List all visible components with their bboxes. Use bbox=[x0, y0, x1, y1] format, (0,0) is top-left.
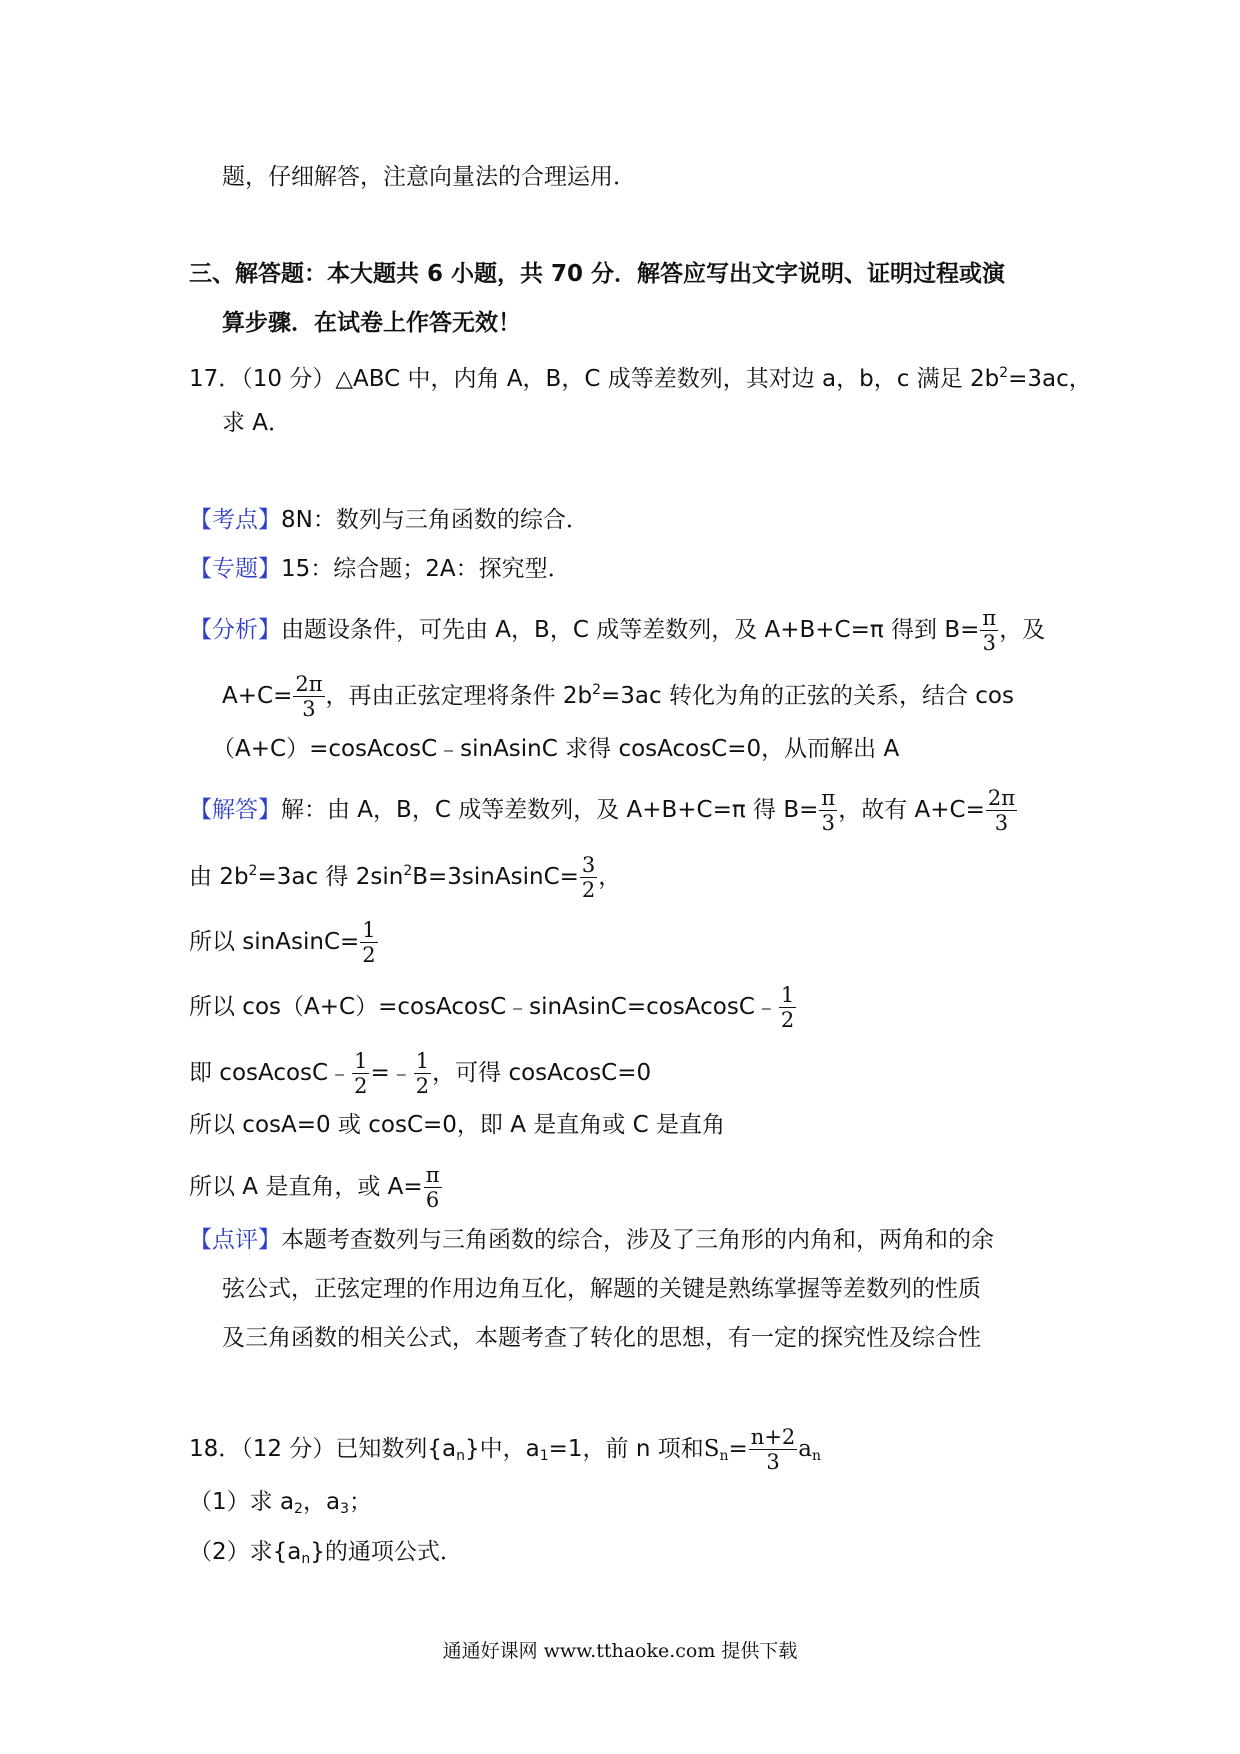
superscript: 2 bbox=[248, 863, 258, 879]
zhuanti bbox=[189, 554, 571, 584]
footer-watermark: 通通好课网 www.tthaoke.com 提供下载 bbox=[442, 1640, 798, 1662]
numerator: 1 bbox=[780, 983, 795, 1007]
dianping-line3: 及三角函数的相关公式，本题考查了转化的思想，有一定的探究性及综合性 bbox=[222, 1325, 981, 1351]
fenxi-tag: 【分析】 bbox=[189, 617, 281, 643]
jieda-line5 bbox=[189, 1049, 651, 1098]
jieda-line6: 所以 cosA=0 或 cosC=0，即 A 是直角或 C 是直角 bbox=[189, 1112, 725, 1138]
numerator: 1 bbox=[415, 1049, 430, 1073]
section-heading-line2: 算步骤．在试卷上作答无效！ bbox=[222, 310, 521, 336]
dianping-text: 本题考查数列与三角函数的综合，涉及了三角形的内角和，两角和的余 bbox=[281, 1227, 994, 1253]
q17-line1 bbox=[189, 358, 1092, 394]
fenxi-text: ，再由正弦定理将条件 2b bbox=[325, 683, 593, 709]
denominator: 3 bbox=[821, 811, 836, 835]
zhuanti-tag: 【专题】 bbox=[189, 556, 281, 582]
dianping-line1 bbox=[189, 1225, 994, 1255]
fenxi-text: 由题设条件，可先由 A，B，C 成等差数列，及 A+B+C=π 得到 B= bbox=[281, 617, 980, 643]
section-heading-line1: 三、解答题：本大题共 6 小题，共 70 分．解答应写出文字说明、证明过程或演 bbox=[189, 261, 1006, 287]
q18-text: （2）求{a bbox=[189, 1539, 302, 1565]
jieda-text: 所以 A 是直角，或 A= bbox=[189, 1174, 423, 1200]
jieda-text: =3ac 得 2sin bbox=[257, 864, 404, 890]
fenxi-text: =3ac 转化为角的正弦的关系，结合 cos bbox=[600, 683, 1014, 709]
denominator: 3 bbox=[302, 697, 316, 721]
intro-tail: 题，仔细解答，注意向量法的合理运用． bbox=[222, 164, 636, 190]
superscript: 2 bbox=[999, 365, 1009, 381]
fenxi-line3: （A+C）=cosAcosC﹣sinAsinC 求得 cosAcosC=0，从而解出 A bbox=[212, 736, 900, 762]
fenxi-text: ，及 bbox=[999, 617, 1046, 643]
q18-text: =1，前 n 项和 bbox=[548, 1436, 704, 1462]
subscript: n bbox=[456, 1448, 465, 1464]
q18-part2 bbox=[189, 1537, 463, 1574]
jieda-text: =﹣ bbox=[370, 1060, 413, 1086]
numerator: 2π bbox=[987, 786, 1016, 810]
zhuanti-text: 15：综合题；2A：探究型． bbox=[281, 556, 571, 582]
jieda-line7 bbox=[189, 1163, 443, 1212]
fenxi-line2 bbox=[222, 672, 1014, 721]
formula-eq: = bbox=[728, 1436, 748, 1462]
subscript: n bbox=[812, 1448, 822, 1464]
q17-text: 17．（10 分）△ABC 中，内角 A，B，C 成等差数列，其对边 a，b，c 满足 2b bbox=[189, 366, 1000, 392]
jieda-text: ，故有 A+C= bbox=[838, 797, 985, 823]
jieda-line1 bbox=[189, 786, 1018, 835]
kaodian bbox=[189, 505, 589, 535]
jieda-text: ，可得 cosAcosC=0 bbox=[432, 1060, 652, 1086]
subscript: n bbox=[719, 1448, 729, 1464]
jieda-text: 解：由 A，B，C 成等差数列，及 A+B+C=π 得 B= bbox=[281, 797, 819, 823]
q18-line1 bbox=[189, 1425, 821, 1474]
formula-S: S bbox=[703, 1436, 720, 1462]
q18-text: ； bbox=[349, 1489, 372, 1515]
fraction bbox=[819, 786, 837, 835]
q18-text: }的通项公式． bbox=[310, 1539, 463, 1565]
jieda-line2 bbox=[189, 853, 621, 902]
superscript: 2 bbox=[592, 682, 601, 698]
fraction bbox=[779, 983, 796, 1032]
numerator: 3 bbox=[581, 853, 596, 877]
numerator: 1 bbox=[362, 918, 376, 942]
numerator: 1 bbox=[354, 1049, 368, 1073]
denominator: 2 bbox=[354, 1074, 368, 1098]
superscript: 2 bbox=[403, 863, 413, 879]
fenxi-line1 bbox=[189, 606, 1045, 655]
fraction bbox=[580, 853, 597, 902]
q18-part1 bbox=[189, 1487, 372, 1524]
denominator: 3 bbox=[766, 1450, 780, 1474]
denominator: 3 bbox=[982, 631, 997, 655]
fraction bbox=[980, 606, 998, 655]
jieda-line3 bbox=[189, 918, 379, 967]
q18-text: ，a bbox=[302, 1489, 341, 1515]
kaodian-tag: 【考点】 bbox=[189, 507, 281, 533]
jieda-text: 所以 cos（A+C）=cosAcosC﹣sinAsinC=cosAcosC﹣ bbox=[189, 994, 778, 1020]
fraction bbox=[424, 1163, 442, 1212]
fraction bbox=[360, 918, 377, 967]
jieda-text: ， bbox=[598, 864, 622, 890]
q18-text: }中，a bbox=[464, 1436, 540, 1462]
fraction bbox=[352, 1049, 369, 1098]
fraction bbox=[986, 786, 1017, 835]
denominator: 2 bbox=[780, 1008, 795, 1032]
fraction bbox=[414, 1049, 431, 1098]
jieda-text: B=3sinAsinC= bbox=[412, 864, 579, 890]
denominator: 6 bbox=[425, 1188, 440, 1212]
numerator: 2π bbox=[295, 672, 323, 696]
dianping-line2: 弦公式，正弦定理的作用边角互化，解题的关键是熟练掌握等差数列的性质 bbox=[222, 1276, 981, 1302]
jieda-text: 所以 sinAsinC= bbox=[189, 929, 360, 955]
jieda-text: 由 2b bbox=[189, 864, 249, 890]
numerator: π bbox=[982, 606, 997, 630]
dianping-tag: 【点评】 bbox=[189, 1227, 281, 1253]
denominator: 2 bbox=[581, 878, 596, 902]
jieda-text: 即 cosAcosC﹣ bbox=[189, 1060, 352, 1086]
numerator: n+2 bbox=[750, 1425, 796, 1449]
subscript: 2 bbox=[294, 1501, 303, 1517]
fraction bbox=[293, 672, 324, 721]
fraction bbox=[749, 1425, 797, 1474]
numerator: π bbox=[425, 1163, 440, 1187]
formula-a: a bbox=[798, 1436, 812, 1462]
q18-text: （1）求 a bbox=[189, 1489, 295, 1515]
q17-line2: 求 A． bbox=[222, 410, 292, 436]
jieda-line4 bbox=[189, 983, 797, 1032]
kaodian-text: 8N：数列与三角函数的综合． bbox=[281, 507, 589, 533]
numerator: π bbox=[821, 786, 836, 810]
denominator: 3 bbox=[994, 811, 1009, 835]
subscript: n bbox=[301, 1551, 311, 1567]
subscript: 1 bbox=[539, 1448, 549, 1464]
denominator: 2 bbox=[362, 943, 376, 967]
fenxi-text: A+C= bbox=[222, 683, 293, 709]
jieda-tag: 【解答】 bbox=[189, 797, 281, 823]
subscript: 3 bbox=[340, 1501, 349, 1517]
q18-text: 18．（12 分）已知数列{a bbox=[189, 1436, 457, 1462]
denominator: 2 bbox=[415, 1074, 430, 1098]
q17-text: =3ac， bbox=[1008, 366, 1092, 392]
